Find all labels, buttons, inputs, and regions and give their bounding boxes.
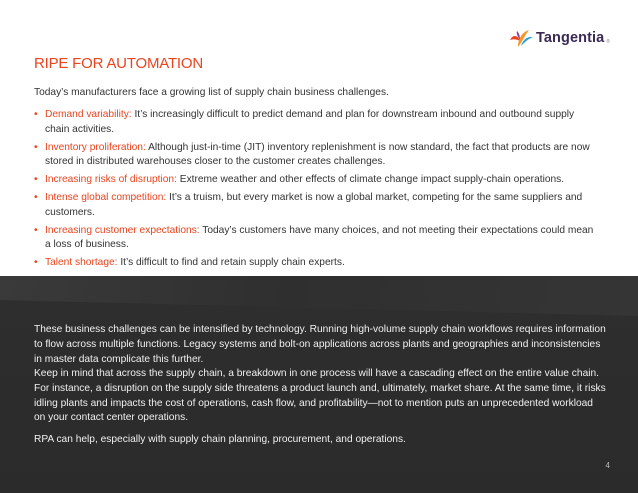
tangentia-logo-icon — [508, 27, 534, 49]
body-paragraph: These business challenges can be intensified by technology. Running high-volume supply chain workflows requires information to flow across multiple functions. Legacy systems and bolt-on applications across plants and geographies and inconsistencies in master data complicate this further. — [34, 324, 606, 365]
bullet-icon: • — [34, 257, 38, 269]
bullet-term: Increasing customer expectations: — [45, 224, 200, 236]
bullet-icon: • — [34, 174, 38, 186]
bullet-text: It’s a truism, but every market is now a global market, competing for the same suppliers and customers. — [45, 191, 583, 218]
bullet-term: Increasing risks of disruption: — [45, 174, 177, 186]
bullet-icon: • — [34, 224, 38, 236]
page-number: 4 — [605, 461, 610, 470]
body-paragraph: RPA can help, especially with supply chain planning, procurement, and operations. — [34, 434, 406, 445]
bullet-icon: • — [34, 141, 38, 153]
list-item — [34, 191, 594, 221]
brand-logo — [508, 26, 610, 50]
bullet-text: Today’s customers have many choices, and not meeting their expectations could mean a loss of business. — [45, 224, 594, 251]
bullet-text: It’s increasingly difficult to predict demand and plan for downstream inbound and outbound supply chain activities. — [45, 109, 575, 135]
list-item — [34, 256, 594, 271]
list-item — [34, 224, 594, 254]
intro-text: Today’s manufacturers face a growing list of supply chain business challenges. — [34, 87, 389, 98]
panel-accent-shape — [0, 276, 638, 316]
brand-name: Tangentia — [536, 30, 605, 46]
bullet-text: It’s difficult to find and retain supply chain experts. — [117, 257, 345, 269]
bullet-text: Extreme weather and other effects of climate change impact supply-chain operations. — [176, 174, 565, 186]
brand-mark: ® — [606, 39, 610, 45]
bullet-term: Intense global competition: — [45, 191, 167, 203]
bullet-icon: • — [34, 191, 38, 203]
page-title: RIPE FOR AUTOMATION — [34, 55, 203, 72]
bullet-term: Talent shortage: — [45, 257, 118, 269]
bullet-term: Demand variability: — [45, 109, 132, 120]
bullet-icon: • — [34, 109, 38, 120]
list-item — [34, 108, 594, 138]
body-paragraph: Keep in mind that across the supply chain, a breakdown in one process will have a cascading effect on the entire value chain. For instance, a disruption on the supply side threatens a product launch and, ultimately, market share. At the same time, it risks idling plants and impacts the cost of operations, cash flow, and profitability—not to mention puts an unprecedented workload on your contact center operations. — [34, 368, 606, 424]
bullet-text: Although just-in-time (JIT) inventory replenishment is now standard, the fact that products are now stored in distributed warehouses closer to the customer creates challenges. — [45, 141, 590, 168]
bullet-term: Inventory proliferation: — [45, 141, 146, 153]
challenge-list — [34, 108, 594, 274]
list-item — [34, 173, 594, 188]
list-item — [34, 141, 594, 171]
